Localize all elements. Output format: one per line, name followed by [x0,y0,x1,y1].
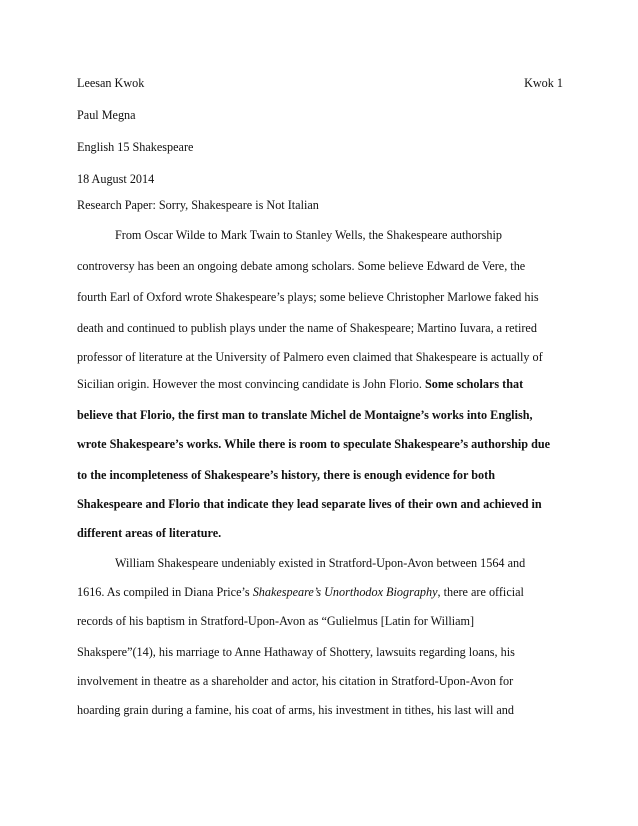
body-line: hoarding grain during a famine, his coat of arms, his investment in tithes, his last will and [77,703,514,717]
body-text: 1616. As compiled in Diana Price’s [77,585,253,599]
thesis-text: Some scholars that [424,377,524,391]
body-line: death and continued to publish plays under the name of Shakespeare; Martino Iuvara, a retired [77,321,537,335]
instructor-name: Paul Megna [77,108,136,122]
paper-title: Research Paper: Sorry, Shakespeare is Not Italian [77,198,319,212]
body-line: involvement in theatre as a shareholder and actor, his citation in Stratford-Upon-Avon for [77,674,514,688]
course-name: English 15 Shakespeare [77,140,194,154]
body-line: Shakspere”(14), his marriage to Anne Hathaway of Shottery, lawsuits regarding loans, his [77,645,515,659]
body-line: records of his baptism in Stratford-Upon-Avon as “Gulielmus [Latin for William] [77,614,475,628]
body-line: William Shakespeare undeniably existed in Stratford-Upon-Avon between 1564 and [115,556,526,570]
body-line: fourth Earl of Oxford wrote Shakespeare’s plays; some believe Christopher Marlowe faked his [77,290,539,304]
thesis-line: Shakespeare and Florio that indicate they lead separate lives of their own and achieved in [77,497,542,511]
body-line: controversy has been an ongoing debate among scholars. Some believe Edward de Vere, the [77,259,526,273]
thesis-line: to the incompleteness of Shakespeare’s history, there is enough evidence for both [77,468,495,482]
body-line [77,585,524,599]
date-line: 18 August 2014 [77,172,155,186]
book-title: Shakespeare’s Unorthodox Biography [252,585,438,599]
thesis-line: wrote Shakespeare’s works. While there is room to speculate Shakespeare’s authorship due [77,437,551,451]
body-line: professor of literature at the University of Palmero even claimed that Shakespeare is actually of [77,350,543,364]
body-text: , there are official [437,585,524,599]
thesis-line: believe that Florio, the first man to translate Michel de Montaigne’s works into English, [77,408,533,422]
body-line: From Oscar Wilde to Mark Twain to Stanley Wells, the Shakespeare authorship [115,228,502,242]
body-line [77,377,523,391]
body-text: Sicilian origin. However the most convincing candidate is John Florio. [77,377,425,391]
thesis-line: different areas of literature. [77,526,222,540]
page-number-header: Kwok 1 [524,76,563,90]
author-name: Leesan Kwok [77,76,145,90]
